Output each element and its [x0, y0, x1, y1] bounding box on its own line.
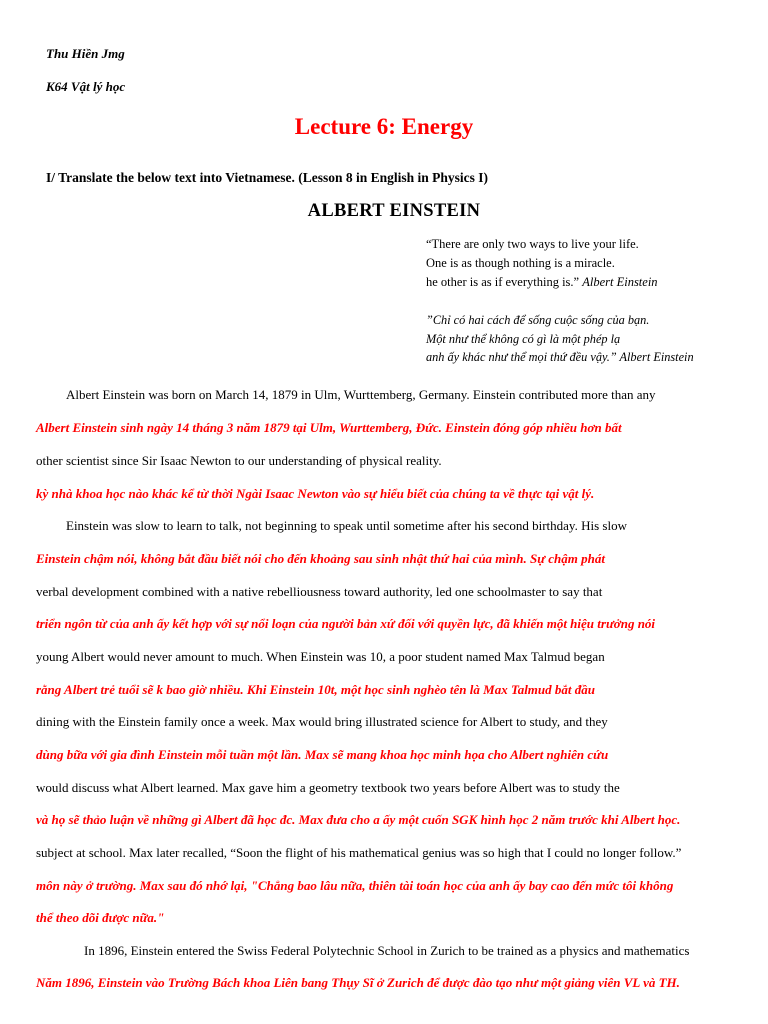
vietnamese-line: và họ sẽ thảo luận về những gì Albert đã học đc. Max đưa cho a ấy một cuốn SGK hình học 2 năm trước khi Albert học. [36, 812, 681, 827]
quote-en-line-last [426, 275, 658, 290]
vietnamese-line: triển ngôn từ của anh ấy kết hợp với sự nổi loạn của người bản xứ đối với quyền lực, đã khiến một hiệu trưởng nói [36, 616, 656, 631]
english-line: In 1896, Einstein entered the Swiss Federal Polytechnic School in Zurich to be trained as a physics and mathematics [84, 943, 690, 958]
english-line: verbal development combined with a native rebelliousness toward authority, led one schoolmaster to say that [36, 584, 603, 599]
author-name: Thu Hiền Jmg [46, 46, 125, 61]
vietnamese-line: Einstein chậm nói, không bắt đầu biết nói cho đến khoảng sau sinh nhật thứ hai của mình. Sự chậm phát [36, 551, 605, 566]
vietnamese-line: thể theo dõi được nữa." [36, 910, 165, 925]
english-line: Einstein was slow to learn to talk, not beginning to speak until sometime after his second birthday. His slow [66, 518, 627, 533]
quote-en-line: One is as though nothing is a miracle. [426, 256, 615, 270]
vietnamese-line: dùng bữa với gia đình Einstein mỗi tuần một lần. Max sẽ mang khoa học minh họa cho Albert nghiên cứu [36, 747, 609, 762]
english-line: other scientist since Sir Isaac Newton to our understanding of physical reality. [36, 453, 442, 468]
quote-vi-line: Một như thể không có gì là một phép lạ [426, 332, 621, 346]
vietnamese-line: rằng Albert trẻ tuổi sẽ k bao giờ nhiều. Khi Einstein 10t, một học sinh nghèo tên là Max Talmud bắt đầu [36, 682, 595, 697]
section-instruction: I/ Translate the below text into Vietnamese. (Lesson 8 in English in Physics I) [46, 170, 489, 185]
english-line: Albert Einstein was born on March 14, 1879 in Ulm, Wurttemberg, Germany. Einstein contributed more than any [66, 387, 656, 402]
english-line: dining with the Einstein family once a week. Max would bring illustrated science for Albert to study, and they [36, 714, 608, 729]
vietnamese-line: Albert Einstein sinh ngày 14 tháng 3 năm 1879 tại Ulm, Wurttemberg, Đức. Einstein đóng góp nhiều hơn bất [36, 420, 622, 435]
english-line: would discuss what Albert learned. Max gave him a geometry textbook two years before Albert was to study the [36, 780, 620, 795]
page-title: Lecture 6: Energy [294, 114, 474, 139]
class-name: K64 Vật lý học [46, 79, 126, 94]
text-heading: ALBERT EINSTEIN [307, 201, 481, 221]
english-line: young Albert would never amount to much. When Einstein was 10, a poor student named Max Talmud began [36, 649, 605, 664]
quote-en-line: he other is as if everything is.” [426, 275, 580, 289]
vietnamese-line: Năm 1896, Einstein vào Trường Bách khoa Liên bang Thụy Sĩ ở Zurich để được đào tạo như một giảng viên VL và TH. [36, 975, 680, 990]
quote-vi-line: ”Chỉ có hai cách để sống cuộc sống của bạn. [426, 313, 650, 327]
quote-en-line: “There are only two ways to live your life. [426, 237, 639, 251]
vietnamese-line: môn này ở trường. Max sau đó nhớ lại, "Chẳng bao lâu nữa, thiên tài toán học của anh ấy bay cao đến mức tôi không [36, 878, 674, 893]
english-line: subject at school. Max later recalled, “Soon the flight of his mathematical genius was so high that I could no longer follow.” [36, 845, 682, 860]
vietnamese-line: kỳ nhà khoa học nào khác kể từ thời Ngài Isaac Newton vào sự hiểu biết của chúng ta về thực tại vật lý. [36, 486, 595, 501]
quote-vi-line: anh ấy khác như thể mọi thứ đều vậy.” Albert Einstein [426, 350, 694, 364]
quote-attribution: Albert Einstein [582, 275, 658, 289]
